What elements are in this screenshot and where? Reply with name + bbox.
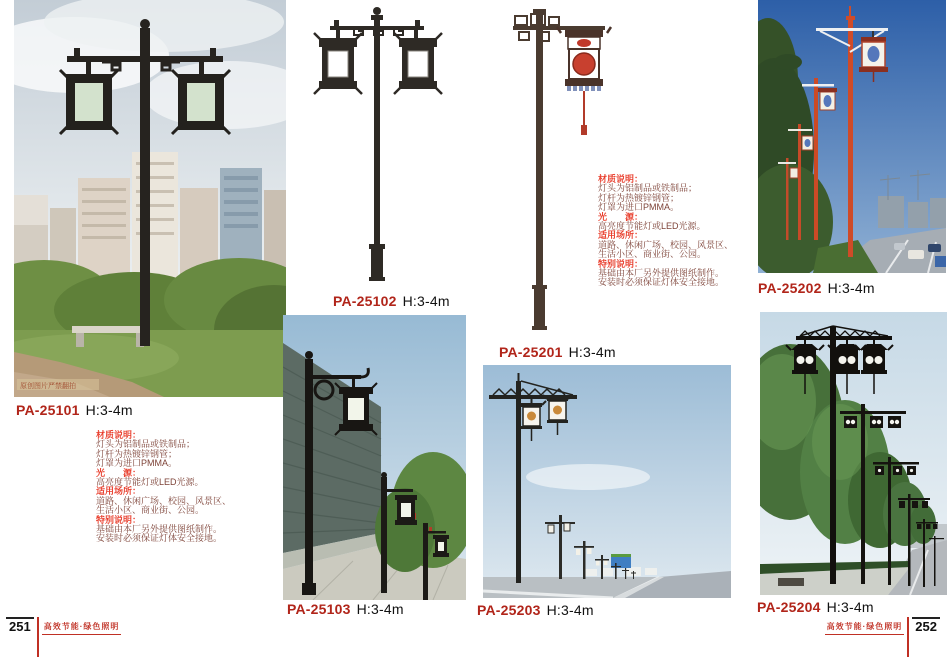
model-number: PA-25101 <box>16 402 80 418</box>
product-label-pa-25201 <box>499 344 616 360</box>
spec-heading-special: 特别说明： <box>96 514 142 525</box>
product-photo-pa-25101 <box>14 0 286 397</box>
page-number-block <box>6 617 34 634</box>
spec-line: 灯杆为热镀锌钢管； <box>598 192 680 203</box>
spec-line: 生活小区、商业街、公园。 <box>96 505 205 516</box>
product-label-pa-25203 <box>477 602 594 618</box>
street-scene-image <box>483 365 731 598</box>
lamp-drawing-image <box>310 0 480 292</box>
spec-line: 高亮度节能灯或LED光源。 <box>598 221 706 232</box>
spec-block-left <box>96 431 296 544</box>
spec-heading-light-source: 光 源： <box>598 211 644 222</box>
model-number: PA-25202 <box>758 280 822 296</box>
spec-line: 道路、休闲广场、校园、风景区、 <box>598 239 734 250</box>
footer-left <box>6 617 121 657</box>
footer-divider <box>37 617 39 657</box>
product-photo-pa-25103 <box>283 315 466 600</box>
spec-line: 安装时必须保证灯体安全接地。 <box>96 533 223 544</box>
product-photo-pa-25102 <box>310 0 480 292</box>
height-spec: H:3-4m <box>827 280 875 296</box>
product-photo-pa-25203 <box>483 365 731 598</box>
spec-heading-light-source: 光 源： <box>96 467 142 478</box>
spec-line: 基础由本厂另外提供图纸制作。 <box>598 268 725 279</box>
spec-heading-special: 特别说明： <box>598 258 644 269</box>
height-spec: H:3-4m <box>546 602 594 618</box>
product-label-pa-25102 <box>333 293 450 309</box>
page-number-block <box>912 617 940 634</box>
spec-line: 安装时必须保证灯体安全接地。 <box>598 277 725 288</box>
spec-line: 生活小区、商业街、公园。 <box>598 249 707 260</box>
height-spec: H:3-4m <box>356 601 404 617</box>
spec-line: 基础由本厂另外提供图纸制作。 <box>96 524 223 535</box>
street-scene-image <box>14 0 286 397</box>
street-scene-image <box>283 315 466 600</box>
lantern-left <box>60 70 118 134</box>
footer-right <box>825 617 940 657</box>
height-spec: H:3-4m <box>568 344 616 360</box>
product-label-pa-25103 <box>287 601 404 617</box>
footer-slogan: 高效节能·绿色照明 <box>825 617 905 635</box>
height-spec: H:3-4m <box>402 293 450 309</box>
model-number: PA-25102 <box>333 293 397 309</box>
product-label-pa-25101 <box>16 402 133 418</box>
spec-heading-usage: 适用场所： <box>96 486 142 497</box>
page-number: 251 <box>9 619 31 634</box>
height-spec: H:3-4m <box>85 402 133 418</box>
spec-line: 道路、休闲广场、校园、风景区、 <box>96 495 232 506</box>
model-number: PA-25103 <box>287 601 351 617</box>
footer-slogan: 高效节能·绿色照明 <box>42 617 122 635</box>
spec-heading-usage: 适用场所： <box>598 230 644 241</box>
spec-line: 高亮度节能灯或LED光源。 <box>96 477 204 488</box>
spec-line: 灯头为铝制品或铁制品； <box>96 439 196 450</box>
spec-line: 灯杆为热镀锌钢管； <box>96 448 178 459</box>
spec-line: 灯头为铝制品或铁制品； <box>598 183 698 194</box>
spec-heading-material: 材质说明： <box>96 430 142 440</box>
photo-watermark: 原创图片严禁翻拍 <box>20 383 76 390</box>
product-photo-pa-25201 <box>495 0 655 345</box>
model-number: PA-25203 <box>477 602 541 618</box>
spec-line: 灯罩为进口PMMA。 <box>96 458 178 469</box>
spec-block-right <box>598 175 798 288</box>
model-number: PA-25204 <box>757 599 821 615</box>
street-scene-image <box>760 312 947 595</box>
lantern-right <box>172 70 230 134</box>
footer-divider <box>907 617 909 657</box>
spec-heading-material: 材质说明： <box>598 174 644 184</box>
height-spec: H:3-4m <box>826 599 874 615</box>
spec-line: 灯罩为进口PMMA。 <box>598 202 680 213</box>
model-number: PA-25201 <box>499 344 563 360</box>
product-photo-pa-25204 <box>760 312 947 595</box>
lamp-drawing-image <box>495 0 655 345</box>
product-label-pa-25204 <box>757 599 874 615</box>
page-number: 252 <box>915 619 937 634</box>
